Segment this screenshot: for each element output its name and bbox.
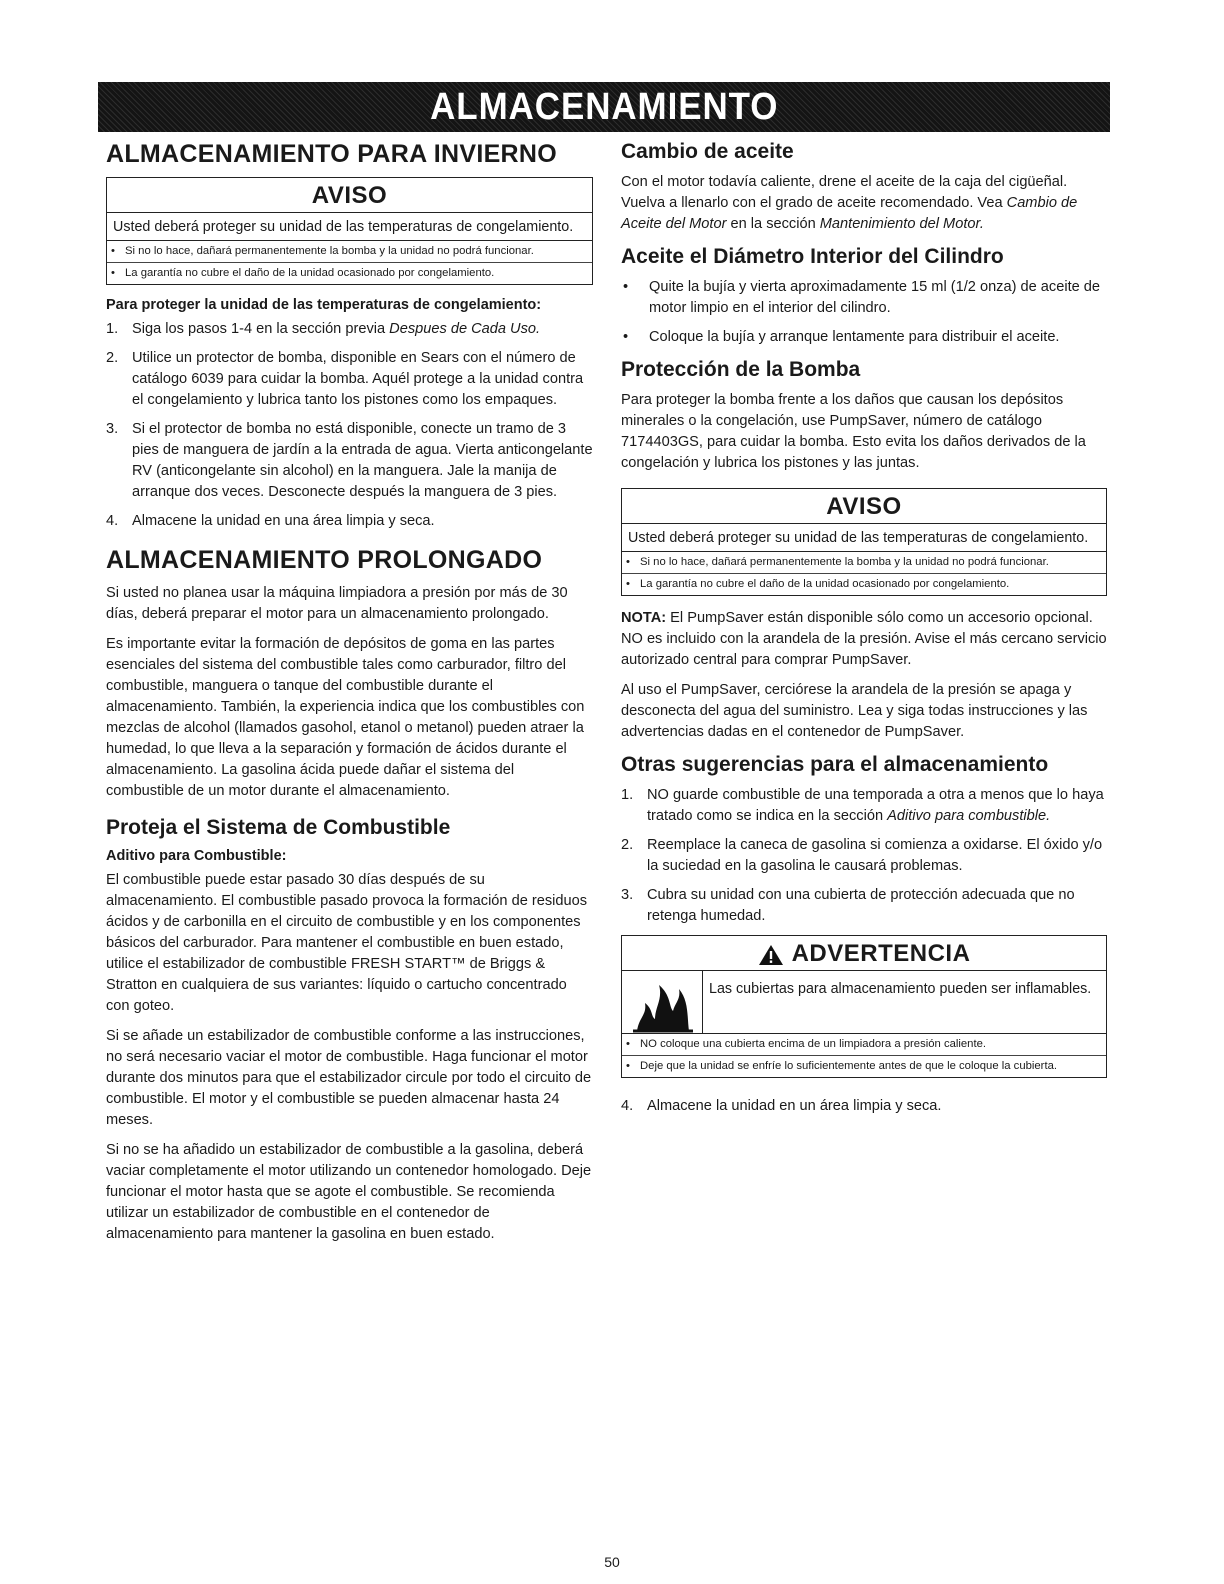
- warning-box: [621, 935, 1107, 1078]
- left-column: [106, 140, 593, 1254]
- aviso-bullet: • Si no lo hace, dañará permanentemente la bomba y la unidad no podrá funcionar.: [622, 552, 1106, 574]
- list-item: 3. Si el protector de bomba no está disponible, conecte un tramo de 3 pies de manguera de jardín a la entrada de agua. Vierta anticongelante RV (anticongelante sin alcohol) en la manguera. Jale la manija de arranque dos veces. Desconecte después la manguera de 3 pies.: [106, 421, 593, 500]
- aviso-main-text: Usted deberá proteger su unidad de las temperaturas de congelamiento.: [107, 213, 592, 241]
- right-column: [621, 140, 1107, 1125]
- heading-other-tips: Otras sugerencias para el almacenamiento: [621, 753, 1049, 776]
- aviso-box: [106, 177, 593, 285]
- paragraph: Si no se ha añadido un estabilizador de combustible a la gasolina, deberá vaciar completamente el motor utilizando un contenedor homologado. Deje funcionar el motor hasta que se agote el combustible. Se recomienda utilizar un estabilizador de combustible en el contenedor de almacenamiento para mantener la gasolina en buen estado.: [106, 1142, 592, 1242]
- aviso-title: AVISO: [622, 489, 1106, 524]
- page-number: 50: [604, 1554, 620, 1570]
- list-item: 1. NO guarde combustible de una temporada a otra a menos que lo haya tratado como se indica en la sección Aditivo para combustible.: [621, 787, 1104, 824]
- list-item: 4. Almacene la unidad en una área limpia y seca.: [106, 513, 435, 529]
- paragraph: Al uso el PumpSaver, cerciórese la arandela de la presión se apaga y desconecta del agua del suministro. Lea y siga todas instrucciones y las advertencias dadas en el contenedor de PumpSaver.: [621, 682, 1088, 740]
- warning-triangle-icon: [758, 944, 784, 966]
- heading-long-storage: ALMACENAMIENTO PROLONGADO: [106, 546, 543, 574]
- winter-steps-list: [106, 319, 593, 532]
- heading-fuel-additive: Aditivo para Combustible:: [106, 848, 287, 864]
- warning-title: ADVERTENCIA: [622, 936, 1106, 971]
- protect-heading: Para proteger la unidad de las temperaturas de congelamiento:: [106, 297, 542, 313]
- paragraph: Con el motor todavía caliente, drene el aceite de la caja del cigüeñal. Vuelva a llenarlo con el grado de aceite recomendado. Vea Cambio de Aceite del Motor en la sección Mantenimiento del Motor.: [621, 174, 1078, 232]
- paragraph: Si usted no planea usar la máquina limpiadora a presión por más de 30 días, deberá preparar el motor para un almacenamiento prolongado.: [106, 585, 568, 622]
- list-item: • Quite la bujía y vierta aproximadamente 15 ml (1/2 onza) de aceite de motor limpio en el interior del cilindro.: [623, 279, 1101, 316]
- list-item: 2. Reemplace la caneca de gasolina si comienza a oxidarse. El óxido y/o la suciedad en la gasolina le causará problemas.: [621, 837, 1103, 874]
- paragraph: Es importante evitar la formación de depósitos de goma en las partes esenciales del sistema del combustible tales como carburador, filtro del combustible, manguera o tanque del combustible durante el almacenamiento. También, la experiencia indica que los combustibles con mezclas de alcohol (llamados gasohol, etanol o metanol) pueden atraer la humedad, lo que lleva a la separación y formación de ácidos durante el almacenamiento. La gasolina ácida puede dañar el sistema del combustible de un motor durante el almacenamiento.: [106, 636, 585, 799]
- fire-icon: [622, 971, 703, 1033]
- section-banner: [98, 82, 1110, 132]
- list-item: 1. Siga los pasos 1-4 en la sección previa Despues de Cada Uso.: [106, 321, 541, 337]
- list-item: 4. Almacene la unidad en un área limpia y seca.: [621, 1098, 942, 1114]
- aviso-bullet: • La garantía no cubre el daño de la unidad ocasionado por congelamiento.: [111, 267, 495, 279]
- list-item: 3. Cubra su unidad con una cubierta de protección adecuada que no retenga humedad.: [621, 887, 1075, 924]
- paragraph: Si se añade un estabilizador de combustible conforme a las instrucciones, no será necesario vaciar el motor de combustible. Haga funcionar el motor durante dos minutos para que el estabilizador circule por todo el circuito de combustible. El motor y el combustible se pueden almacenar hasta 24 meses.: [106, 1028, 592, 1128]
- warning-main-text: Las cubiertas para almacenamiento pueden ser inflamables.: [709, 981, 1092, 997]
- heading-fuel-system: Proteja el Sistema de Combustible: [106, 816, 451, 839]
- warning-bullet: • Deje que la unidad se enfríe lo suficientemente antes de que le coloque la cubierta.: [626, 1060, 1058, 1072]
- heading-cylinder-bore: Aceite el Diámetro Interior del Cilindro: [621, 245, 1004, 268]
- aviso-box: [621, 488, 1107, 596]
- note-paragraph: NOTA: El PumpSaver están disponible sólo como un accesorio opcional. NO es incluido con la arandela de la presión. Avise el más cercano servicio autorizado central para comprar PumpSaver.: [621, 610, 1107, 668]
- heading-pump-protection: Protección de la Bomba: [621, 358, 861, 381]
- paragraph: El combustible puede estar pasado 30 días después de su almacenamiento. El combustible pasado provoca la formación de residuos ácidos y de carbonilla en el circuito de combustible y en los componentes básicos del carburador. Para mantener el combustible en buen estado, utilice el estabilizador de combustible FRESH START™ de Briggs & Stratton en cualquiera de sus variantes: líquido o cartucho concentrado con goteo.: [106, 872, 588, 1014]
- banner-title: ALMACENAMIENTO: [429, 85, 779, 128]
- final-step-list: [621, 1096, 1107, 1117]
- heading-oil-change: Cambio de aceite: [621, 140, 794, 163]
- aviso-title: AVISO: [107, 178, 592, 213]
- warning-bullet: • NO coloque una cubierta encima de un limpiadora a presión caliente.: [622, 1034, 1106, 1056]
- aviso-main-text: Usted deberá proteger su unidad de las temperaturas de congelamiento.: [622, 524, 1106, 552]
- aviso-bullet: • La garantía no cubre el daño de la unidad ocasionado por congelamiento.: [626, 578, 1010, 590]
- cylinder-list: [621, 277, 1107, 348]
- tips-list: [621, 785, 1107, 927]
- list-item: 2. Utilice un protector de bomba, disponible en Sears con el número de catálogo 6039 para cuidar la bomba. Aquél protege a la unidad contra el congelamiento y lubrica tanto los pistones como los empaques.: [106, 350, 584, 408]
- aviso-bullet: • Si no lo hace, dañará permanentemente la bomba y la unidad no podrá funcionar.: [107, 241, 592, 263]
- list-item: • Coloque la bujía y arranque lentamente para distribuir el aceite.: [623, 329, 1060, 345]
- heading-winter-storage: ALMACENAMIENTO PARA INVIERNO: [106, 140, 558, 168]
- paragraph: Para proteger la bomba frente a los daños que causan los depósitos minerales o la congelación, use PumpSaver, número de catálogo 7174403GS, para cuidar la bomba. Esto evita los daños derivados de la congelación y lubrica los pistones y las juntas.: [621, 392, 1086, 471]
